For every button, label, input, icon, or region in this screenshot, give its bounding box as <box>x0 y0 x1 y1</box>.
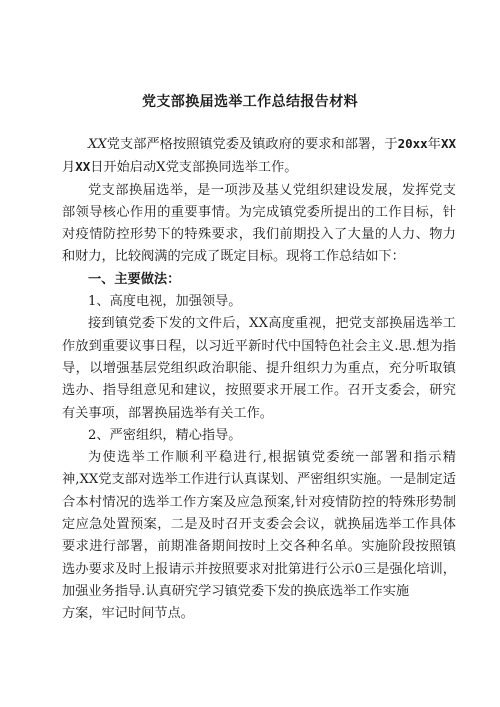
subheading-leadership: 1、高度电视，加强领导。 <box>88 294 242 310</box>
paragraph-leadership: 接到镇党委下发的文件后，XX高度重视，把党支部换届选举工作放到重要议事日程，以习近平新时代中国特色社会主义.思.想为指导，以增强基层党组织政治职能、提升组织力为重点，充分听取镇选办、指导组意见和建议，按照要求开展工作。召开支委会，研究有关事项，部署换届选举有关工作。 <box>62 316 456 421</box>
text-run: XX <box>440 136 457 151</box>
text-run: XX <box>88 137 107 152</box>
section-heading-main-practices: 一、主要做法： <box>88 271 181 287</box>
paragraph-intro <box>62 133 456 180</box>
document-title: 党支部换届选举工作总结报告材料 <box>142 94 358 110</box>
paragraph-organization: 为使选举工作顺利平稳进行,根据镇党委统一部署和指示精神,XX党支部对选举工作进行认真谋划、严密组织实施。一是制定适合本村情况的选举工作方案及应急预案,针对疫情防控的特殊形势制定应急处置预案，二是及时召开支委会会议，就换届选举工作具体要求进行部署，前期准备期间按时上交各种名单。实施阶段按照镇选办要求及时上报请示并按照要求对批第进行公示0三是强化培训，加强业务指导.认真研究学习镇党委下发的换底选举工作实施 <box>62 450 456 599</box>
paragraph-continuation: 方案，牢记时间节点。 <box>62 606 194 622</box>
subheading-organization: 2、严密组织，精心指导。 <box>88 427 242 443</box>
text-run: 月 <box>62 160 76 176</box>
text-run: 党支部严格按照镇党委及镇政府的要求和部署，于 <box>106 137 398 152</box>
document-body <box>62 133 456 626</box>
text-run: 年 <box>427 137 441 152</box>
text-run: XX <box>75 159 91 175</box>
paragraph-overview: 党支部换届选举，是一项涉及基乂党组织建设发展，发挥党支部领导核心作用的重要事情。为完成镇党委所提出的工作目标，针对疫情防控形势下的特殊要求，我们前期投入了大量的人力、物力和财力，比较阀满的完成了既定目标。现将工作总结如下： <box>62 182 456 265</box>
text-run: 日开始启动X党支部换同选举工作。 <box>90 160 298 176</box>
text-run: 20xx <box>397 136 428 151</box>
